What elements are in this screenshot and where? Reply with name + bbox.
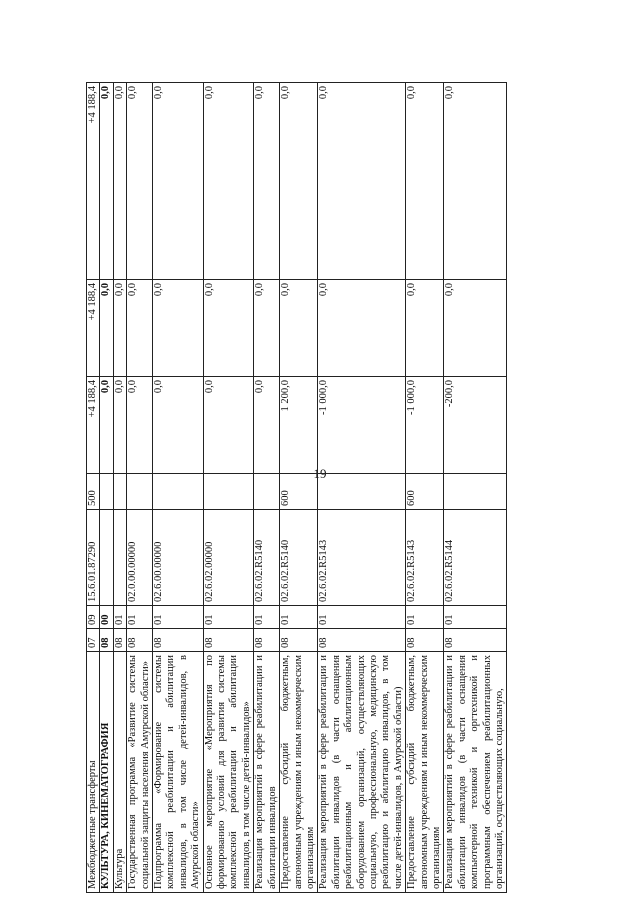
row-rz: 08 <box>100 629 113 652</box>
row-pr: 01 <box>127 606 153 629</box>
table-row <box>153 83 204 893</box>
row-csr: 02.6.02.R5140 <box>280 510 318 606</box>
row-name: Предоставление субсидий бюджетным, автономным учреждениям и иным некоммерческим организациям <box>280 652 318 893</box>
row-value-3: 0,0 <box>254 83 280 280</box>
row-value-3: 0,0 <box>280 83 318 280</box>
row-csr: 02.6.02.R5140 <box>254 510 280 606</box>
page-number: 19 <box>313 466 327 481</box>
budget-table <box>86 82 507 893</box>
row-vr: 600 <box>280 474 318 510</box>
row-vr <box>203 474 254 510</box>
row-pr: 01 <box>203 606 254 629</box>
row-vr <box>153 474 204 510</box>
row-value-1: 0,0 <box>113 377 126 474</box>
row-pr: 01 <box>280 606 318 629</box>
row-rz: 08 <box>127 629 153 652</box>
table-row <box>280 83 318 893</box>
row-value-3: 0,0 <box>127 83 153 280</box>
row-pr: 01 <box>153 606 204 629</box>
row-csr <box>100 510 113 606</box>
row-rz: 08 <box>113 629 126 652</box>
budget-table-rotated <box>86 83 527 893</box>
row-name: Реализация мероприятий в сфере реабилитации и абилитации инвалидов <box>254 652 280 893</box>
row-value-2: 0,0 <box>444 280 507 377</box>
row-value-1: 0,0 <box>100 377 113 474</box>
row-name: Подпрограмма «Формирование системы комплексной реабилитации и абилитации инвалидов, в том числе детей-инвалидов, в Амурской области» <box>153 652 204 893</box>
row-value-2: 0,0 <box>280 280 318 377</box>
row-value-2: 0,0 <box>254 280 280 377</box>
row-value-2: 0,0 <box>406 280 444 377</box>
table-row <box>100 83 113 893</box>
row-value-1: 1 200,0 <box>280 377 318 474</box>
row-value-1: -200,0 <box>444 377 507 474</box>
table-row <box>203 83 254 893</box>
row-vr <box>113 474 126 510</box>
row-value-2: 0,0 <box>100 280 113 377</box>
row-vr <box>444 474 507 510</box>
row-pr: 01 <box>444 606 507 629</box>
row-value-3: 0,0 <box>444 83 507 280</box>
row-pr: 01 <box>113 606 126 629</box>
table-row <box>254 83 280 893</box>
row-value-2: 0,0 <box>153 280 204 377</box>
row-csr: 02.0.00.00000 <box>127 510 153 606</box>
row-value-1: 0,0 <box>153 377 204 474</box>
row-csr: 02.6.00.00000 <box>153 510 204 606</box>
table-row <box>113 83 126 893</box>
row-value-1: 0,0 <box>254 377 280 474</box>
row-value-3: +4 188,4 <box>87 83 100 280</box>
row-value-1: 0,0 <box>203 377 254 474</box>
row-rz: 08 <box>444 629 507 652</box>
row-vr <box>127 474 153 510</box>
row-value-1: -1 000,0 <box>318 377 406 474</box>
row-value-3: 0,0 <box>153 83 204 280</box>
row-value-2: 0,0 <box>113 280 126 377</box>
row-csr: 02.6.02.00000 <box>203 510 254 606</box>
table-row <box>87 83 100 893</box>
row-name: Межбюджетные трансферты <box>87 652 100 893</box>
row-value-3: 0,0 <box>203 83 254 280</box>
row-value-3: 0,0 <box>406 83 444 280</box>
table-row <box>127 83 153 893</box>
row-value-1: +4 188,4 <box>87 377 100 474</box>
row-rz: 08 <box>254 629 280 652</box>
row-rz: 08 <box>318 629 406 652</box>
row-pr: 01 <box>318 606 406 629</box>
row-vr <box>100 474 113 510</box>
row-rz: 08 <box>153 629 204 652</box>
row-csr: 02.6.02.R5144 <box>444 510 507 606</box>
row-rz: 08 <box>406 629 444 652</box>
row-name: Реализация мероприятий в сфере реабилитации и абилитации инвалидов (в части оснащения реабилитационным и абилитационным оборудованием организаций, осуществляющих социальную, профессиональную, медицинскую реабилитацию и абилитацию инвалидов, в том числе детей-инвалидов, в Амурской области) <box>318 652 406 893</box>
row-name: Реализация мероприятий в сфере реабилитации и абилитации инвалидов (в части оснащения компьютерной техникой и оргтехникой и программным обеспечением реабилитационных организаций, осуществляющих социальную, <box>444 652 507 893</box>
row-csr: 15.6.01.87290 <box>87 510 100 606</box>
row-pr: 09 <box>87 606 100 629</box>
table-row <box>444 83 507 893</box>
row-value-3: 0,0 <box>318 83 406 280</box>
row-value-3: 0,0 <box>113 83 126 280</box>
table-row <box>406 83 444 893</box>
row-name: Основное мероприятие «Мероприятия по формированию условий для развития системы комплексной реабилитации и абилитации инвалидов, в том числе детей-инвалидов» <box>203 652 254 893</box>
row-value-2: 0,0 <box>318 280 406 377</box>
row-csr <box>113 510 126 606</box>
row-csr: 02.6.02.R5143 <box>406 510 444 606</box>
row-rz: 08 <box>280 629 318 652</box>
row-vr: 500 <box>87 474 100 510</box>
row-vr <box>318 474 406 510</box>
row-pr: 01 <box>406 606 444 629</box>
row-value-2: 0,0 <box>127 280 153 377</box>
row-pr: 01 <box>254 606 280 629</box>
row-rz: 07 <box>87 629 100 652</box>
row-pr: 00 <box>100 606 113 629</box>
row-vr: 600 <box>406 474 444 510</box>
row-vr <box>254 474 280 510</box>
row-value-2: 0,0 <box>203 280 254 377</box>
row-name: Культура <box>113 652 126 893</box>
row-value-1: -1 000,0 <box>406 377 444 474</box>
row-name: КУЛЬТУРА, КИНЕМАТОГРАФИЯ <box>100 652 113 893</box>
row-value-2: +4 188,4 <box>87 280 100 377</box>
row-value-1: 0,0 <box>127 377 153 474</box>
table-row <box>318 83 406 893</box>
row-rz: 08 <box>203 629 254 652</box>
row-name: Государственная программа «Развитие системы социальной защиты населения Амурской области» <box>127 652 153 893</box>
row-csr: 02.6.02.R5143 <box>318 510 406 606</box>
row-value-3: 0,0 <box>100 83 113 280</box>
row-name: Предоставление субсидий бюджетным, автономным учреждениям и иным некоммерческим организациям <box>406 652 444 893</box>
